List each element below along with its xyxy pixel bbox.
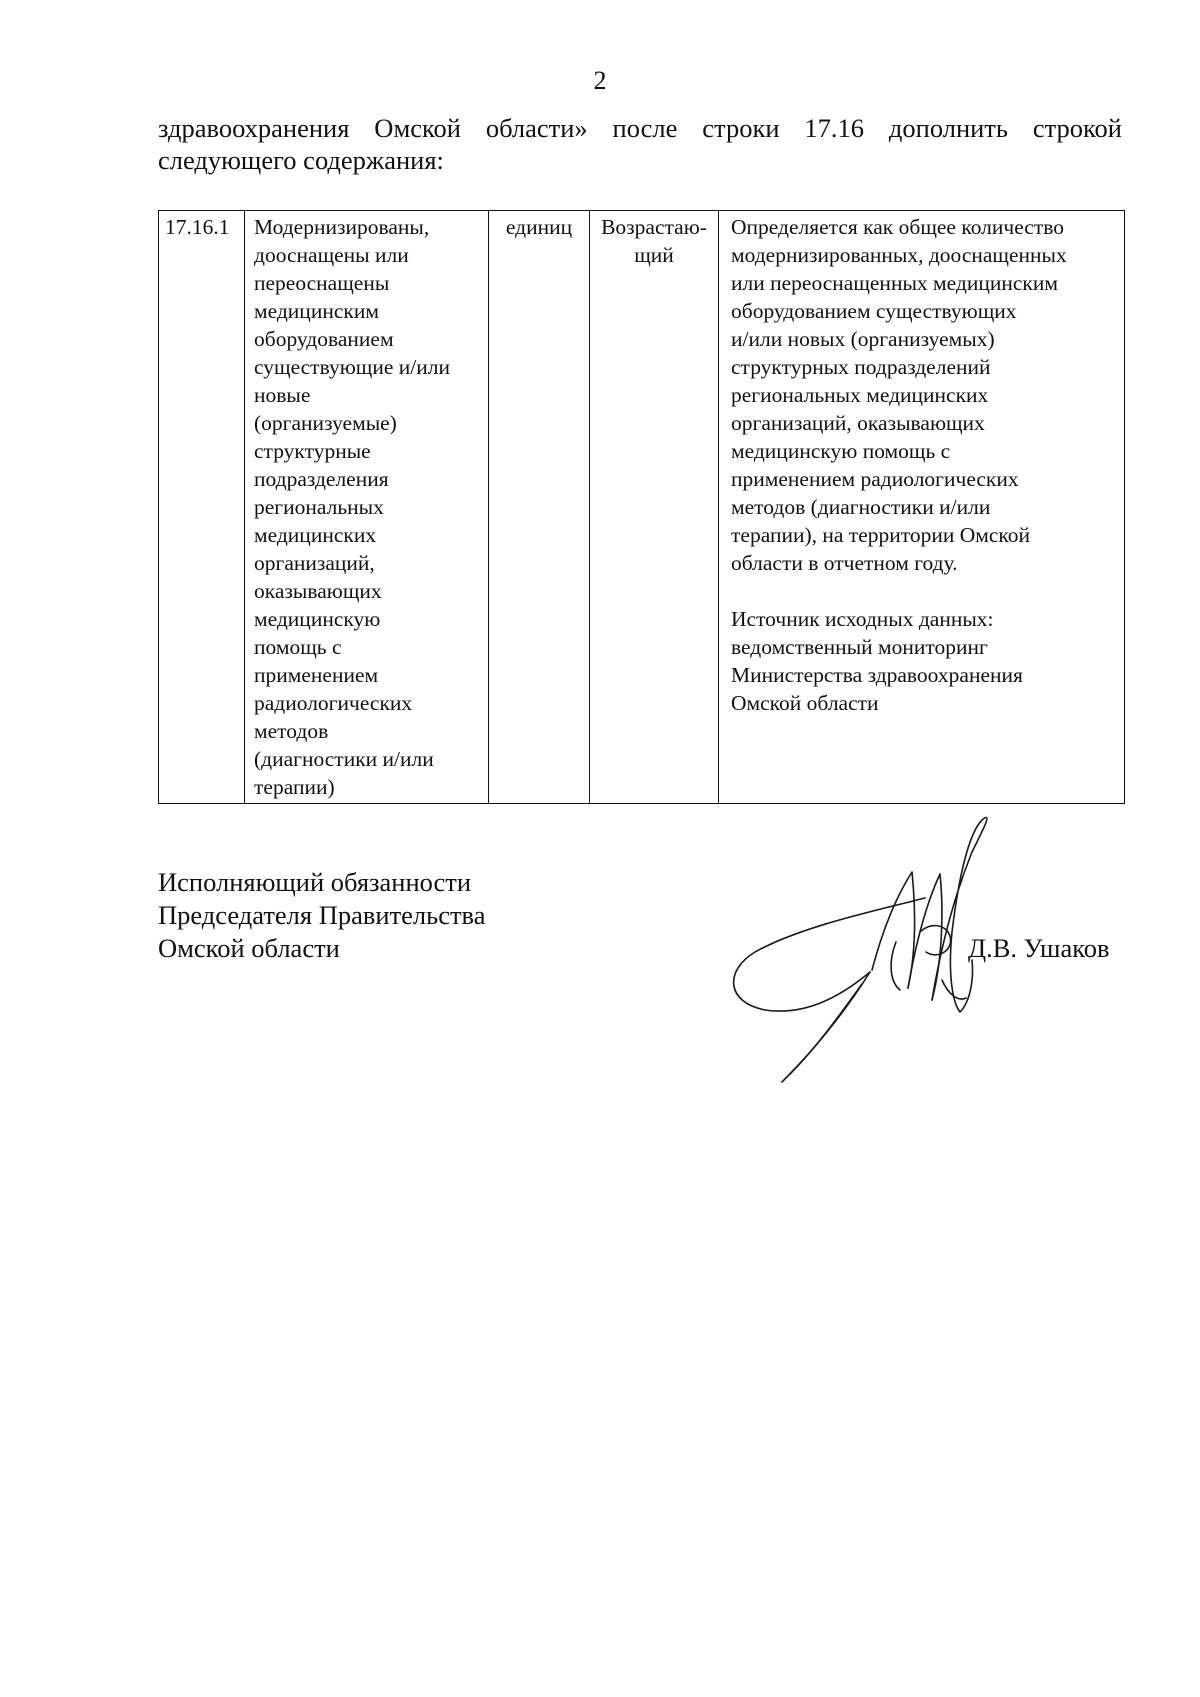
indicator-line: оказывающих: [254, 579, 382, 603]
method-line: или переоснащенных медицинским: [731, 271, 1058, 295]
indicator-line: радиологических: [254, 691, 413, 715]
method-line: медицинскую помощь с: [731, 439, 951, 463]
indicator-line: методов: [254, 719, 329, 743]
method-line: организаций, оказывающих: [731, 411, 985, 435]
indicator-line: медицинских: [254, 523, 377, 547]
handwritten-signature: [720, 812, 1010, 1092]
method-line: Определяется как общее количество: [731, 215, 1064, 239]
direction-line: щий: [634, 243, 674, 267]
unit-text: единиц: [505, 215, 573, 239]
direction-line: Возрастаю-: [601, 215, 707, 239]
signer-name: Д.В. Ушаков: [968, 933, 1110, 963]
method-line: модернизированных, дооснащенных: [731, 243, 1067, 267]
signatory-title-line: Омской области: [158, 933, 340, 963]
indicator-line: оборудованием: [254, 327, 394, 351]
indicator-line: (диагностики и/или: [254, 747, 434, 771]
indicator-line: медицинским: [254, 299, 379, 323]
method-line: и/или новых (организуемых): [731, 327, 995, 351]
indicator-line: подразделения: [254, 467, 389, 491]
paragraph-gap: [731, 577, 1118, 605]
method-line: области в отчетном году.: [731, 551, 958, 575]
indicator-line: дооснащены или: [254, 243, 409, 267]
amendment-table: [158, 210, 1125, 804]
source-line: Омской области: [731, 691, 879, 715]
signatory-title-line: Исполняющий обязанности: [158, 867, 472, 897]
method-cell: [719, 211, 1125, 804]
method-line: структурных подразделений: [731, 355, 991, 379]
indicator-line: (организуемые): [254, 411, 397, 435]
indicator-cell: [245, 211, 489, 804]
signatory-title: [158, 866, 486, 965]
indicator-line: структурные: [254, 439, 371, 463]
indicator-line: новые: [254, 383, 311, 407]
row-number: 17.16.1: [165, 215, 230, 239]
method-line: методов (диагностики и/или: [731, 495, 991, 519]
method-line: региональных медицинских: [731, 383, 989, 407]
indicator-line: переоснащены: [254, 271, 390, 295]
indicator-line: медицинскую: [254, 607, 381, 631]
signatory-title-line: Председателя Правительства: [158, 900, 486, 930]
direction-cell: [590, 211, 719, 804]
indicator-line: Модернизированы,: [254, 215, 430, 239]
intro-paragraph: [158, 112, 1122, 176]
indicator-line: организаций,: [254, 551, 375, 575]
indicator-line: терапии): [254, 775, 335, 799]
indicator-line: применением: [254, 663, 379, 687]
source-line: Министерства здравоохранения: [731, 663, 1023, 687]
indicator-line: помощь с: [254, 635, 342, 659]
indicator-line: региональных: [254, 495, 384, 519]
method-line: оборудованием существующих: [731, 299, 1017, 323]
indicator-line: существующие и/или: [254, 355, 451, 379]
row-number-cell: [159, 211, 245, 804]
source-line: ведомственный мониторинг: [731, 635, 988, 659]
intro-line: здравоохранения Омской области» после строки 17.16 дополнить строкой: [158, 113, 1122, 143]
method-line: терапии), на территории Омской: [731, 523, 1031, 547]
table-row: [159, 211, 1125, 804]
source-line: Источник исходных данных:: [731, 607, 994, 631]
page-number: 2: [593, 66, 607, 95]
method-line: применением радиологических: [731, 467, 1019, 491]
unit-cell: [489, 211, 590, 804]
intro-line: следующего содержания:: [158, 145, 444, 175]
